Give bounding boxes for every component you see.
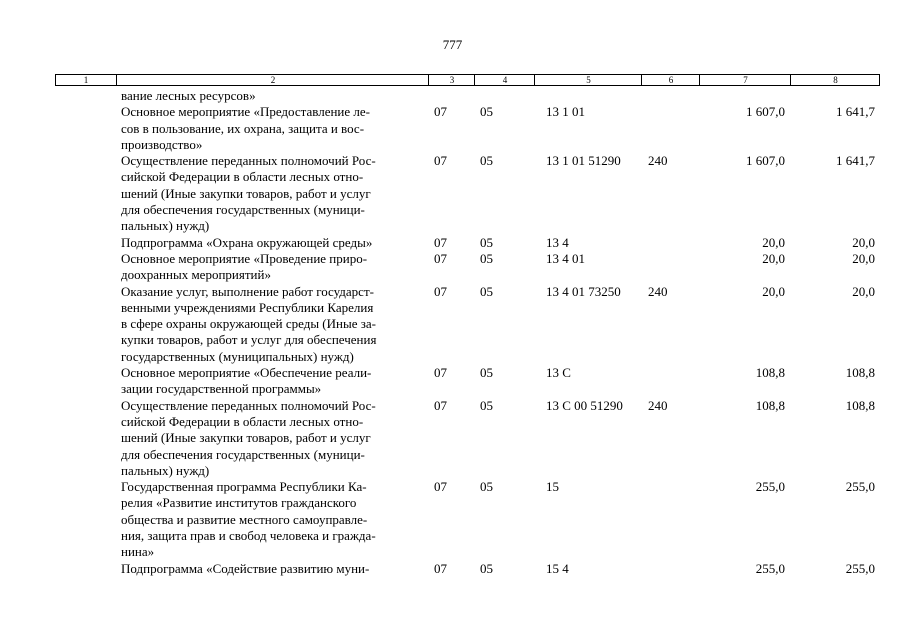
amount-column-7: 20,0 [762,234,785,250]
amount-column-7: 20,0 [762,250,785,266]
row-name [121,479,421,560]
row-name-line: купки товаров, работ и услуг для обеспечения [121,332,377,348]
section-code: 07 [434,250,447,266]
subsection-code: 05 [480,560,493,576]
column-header-7: 7 [699,75,791,85]
row-name-line: сов в пользование, их охрана, защита и вос- [121,120,365,136]
page-number: 777 [442,37,463,52]
table-row [0,284,905,366]
target-article-code: 13 С 00 51290 [546,397,623,413]
amount-column-8: 20,0 [852,234,875,250]
row-name-line: Осуществление переданных полномочий Рос- [121,153,376,169]
subsection-code: 05 [480,365,493,381]
column-header-4: 4 [474,75,535,85]
target-article-code: 13 С [546,365,571,381]
row-name-line: пальных) нужд) [121,462,210,478]
row-name-line: для обеспечения государственных (муници- [121,446,365,462]
column-header-8: 8 [790,75,880,85]
section-code: 07 [434,479,447,495]
row-name-line: для обеспечения государственных (муници- [121,202,365,218]
target-article-code: 13 4 [546,234,569,250]
target-article-code: 15 4 [546,560,569,576]
amount-column-7: 20,0 [762,283,785,299]
amount-column-7: 255,0 [755,479,785,495]
section-code: 07 [434,560,447,576]
row-name-line: общества и развитие местного самоуправле- [121,511,368,527]
amount-column-8: 255,0 [845,560,875,576]
row-name [121,365,421,398]
row-name [121,398,421,479]
subsection-code: 05 [480,250,493,266]
table-row [0,104,905,153]
amount-column-7: 255,0 [755,560,785,576]
column-header-5: 5 [534,75,642,85]
target-article-code: 13 1 01 51290 [546,153,621,169]
section-code: 07 [434,234,447,250]
row-name-line: зации государственной программы» [121,381,322,397]
row-name-line: доохранных мероприятий» [121,267,271,283]
column-header-row [55,74,880,86]
table-row [0,365,905,398]
column-header-1: 1 [83,75,89,85]
subsection-code: 05 [480,104,493,120]
table-row [0,479,905,561]
target-article-code: 15 [546,479,559,495]
row-name-line: Подпрограмма «Содействие развитию муни- [121,560,370,576]
section-code: 07 [434,365,447,381]
amount-column-8: 108,8 [845,365,875,381]
amount-column-8: 255,0 [845,479,875,495]
column-header-6: 6 [641,75,700,85]
column-header-2: 2 [116,75,429,85]
amount-column-8: 1 641,7 [836,153,875,169]
row-name-line: сийской Федерации в области лесных отно- [121,413,364,429]
row-name-line: релия «Развитие институтов гражданского [121,495,357,511]
table-row [0,398,905,480]
row-name-line: Подпрограмма «Охрана окружающей среды» [121,234,373,250]
row-name [121,284,421,365]
table-row [0,235,905,251]
amount-column-7: 108,8 [755,397,785,413]
row-name-line: Оказание услуг, выполнение работ государст- [121,283,374,299]
row-name-line: Основное мероприятие «Предоставление ле- [121,104,370,120]
section-code: 07 [434,397,447,413]
row-name-line: Основное мероприятие «Проведение приро- [121,250,368,266]
expense-type-code: 240 [648,283,668,299]
row-name-line: пальных) нужд) [121,218,210,234]
subsection-code: 05 [480,234,493,250]
amount-column-7: 108,8 [755,365,785,381]
row-name-line: Государственная программа Республики Ка- [121,479,367,495]
section-code: 07 [434,283,447,299]
row-name-line: нина» [121,544,155,560]
section-code: 07 [434,153,447,169]
row-name-line: Осуществление переданных полномочий Рос- [121,397,376,413]
row-name-line: Основное мероприятие «Обеспечение реали- [121,365,372,381]
target-article-code: 13 4 01 73250 [546,283,621,299]
amount-column-7: 1 607,0 [746,104,785,120]
expense-type-code: 240 [648,153,668,169]
table-row [0,88,905,104]
row-name-line: ния, защита прав и свобод человека и гражда- [121,528,376,544]
row-name-line: вание лесных ресурсов» [121,88,256,103]
table-row [0,153,905,235]
row-name-line: шений (Иные закупки товаров, работ и услуг [121,430,371,446]
row-name [121,561,421,577]
target-article-code: 13 4 01 [546,250,585,266]
row-name-line: производство» [121,136,203,152]
amount-column-8: 1 641,7 [836,104,875,120]
amount-column-8: 108,8 [845,397,875,413]
amount-column-8: 20,0 [852,283,875,299]
amount-column-8: 20,0 [852,250,875,266]
row-name [121,153,421,234]
expense-type-code: 240 [648,397,668,413]
table-row [0,251,905,284]
row-name-line: в сфере охраны окружающей среды (Иные за- [121,316,376,332]
row-name-line: шений (Иные закупки товаров, работ и услуг [121,185,371,201]
target-article-code: 13 1 01 [546,104,585,120]
subsection-code: 05 [480,479,493,495]
table-row [0,561,905,577]
column-header-3: 3 [428,75,475,85]
subsection-code: 05 [480,283,493,299]
subsection-code: 05 [480,397,493,413]
row-name [121,104,421,153]
subsection-code: 05 [480,153,493,169]
row-name-line: венными учреждениями Республики Карелия [121,299,374,315]
row-name-line: сийской Федерации в области лесных отно- [121,169,364,185]
row-name-line: государственных (муниципальных) нужд) [121,348,354,364]
amount-column-7: 1 607,0 [746,153,785,169]
row-name [121,235,421,251]
row-name [121,88,421,104]
section-code: 07 [434,104,447,120]
budget-table-body [0,88,905,577]
row-name [121,251,421,284]
